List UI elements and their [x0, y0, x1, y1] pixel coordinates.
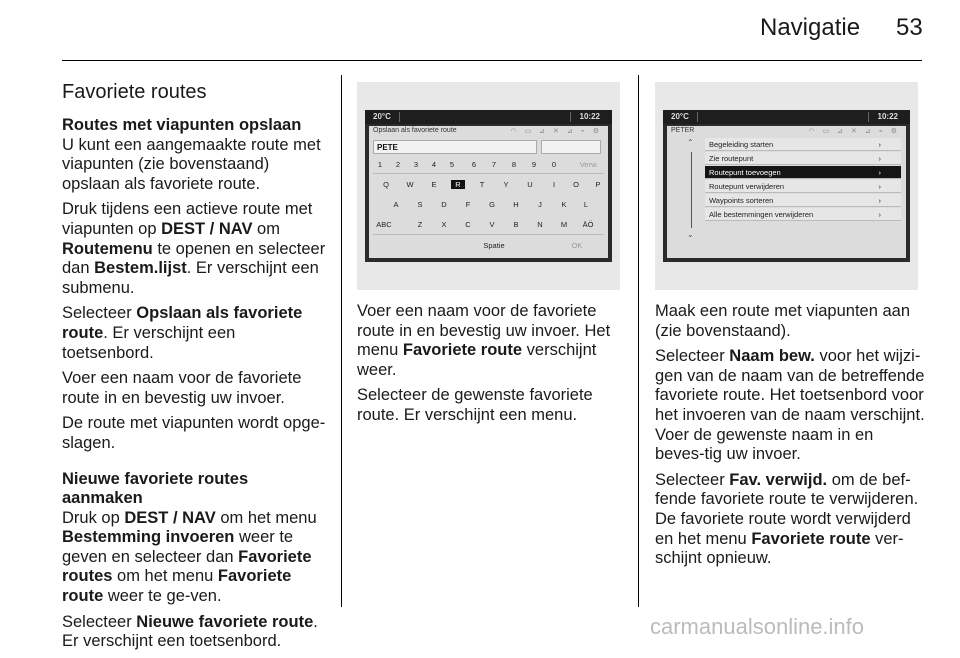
paragraph: Selecteer Naam bew. voor het wijzi-gen van de naam van de betreffende favoriete route. Het toetsenbord voor het invoeren van de naam verschijnt. Voer de gewenste naam in en beves-tig uw invoer. [655, 347, 925, 464]
chevron-right-icon: › [878, 210, 881, 219]
keyboard-screenshot [357, 82, 620, 290]
key[interactable]: M [560, 220, 568, 229]
key[interactable]: E [431, 180, 437, 189]
key[interactable]: 7 [491, 160, 497, 169]
status-separator [399, 112, 400, 122]
paragraph: Maak een route met viapunten aan (zie bovenstaand). [655, 302, 911, 340]
status-icons: ◠ ▭ ⊿ ✕ ⊿ ⌁ ⚙ [510, 128, 602, 135]
scrollbar[interactable] [691, 152, 692, 228]
key-separator [373, 173, 604, 174]
status-bar [663, 110, 910, 124]
key[interactable]: 1 [377, 160, 383, 169]
key[interactable]: V [489, 220, 495, 229]
key[interactable]: 3 [413, 160, 419, 169]
key[interactable]: P [595, 180, 601, 189]
key[interactable]: 9 [531, 160, 537, 169]
keyboard-panel [369, 126, 608, 258]
column-divider-1 [341, 75, 342, 607]
paragraph: Selecteer Opslaan als favoriete route. Er verschijnt een toetsenbord. [62, 304, 303, 362]
menu-item[interactable]: Zie routepunt › [705, 152, 901, 165]
chevron-right-icon: › [878, 140, 881, 149]
menu-item-selected[interactable]: Routepunt toevoegen › [705, 166, 901, 179]
screen-title: Opslaan als favoriete route [373, 127, 457, 134]
temperature: 20°C [373, 112, 391, 121]
key[interactable]: 4 [431, 160, 437, 169]
scroll-down-icon[interactable]: ⌄ [687, 230, 694, 239]
clock: 10:22 [579, 112, 600, 121]
name-input[interactable]: PETE [373, 140, 537, 154]
status-separator [868, 112, 869, 122]
key[interactable]: Y [503, 180, 509, 189]
subheading-save-routes: Routes met viapunten opslaan [62, 116, 302, 134]
key[interactable]: J [538, 200, 542, 209]
menu-item[interactable]: Alle bestemmingen verwijderen › [705, 208, 901, 221]
keyboard-row-z [369, 218, 608, 232]
delete-key[interactable]: Verw. [579, 160, 599, 169]
keyboard-row-a [369, 198, 608, 212]
key[interactable]: 0 [551, 160, 557, 169]
key[interactable]: 8 [511, 160, 517, 169]
subheading-new-routes: Nieuwe favoriete routes aanmaken [62, 469, 249, 508]
key[interactable]: X [441, 220, 447, 229]
suggestion-field [541, 140, 601, 154]
menu-panel [667, 126, 906, 258]
left-column [62, 80, 330, 658]
temperature: 20°C [671, 112, 689, 121]
paragraph: Voer een naam voor de favoriete route in en bevestig uw invoer. Het menu Favoriete route verschijnt weer. [357, 302, 611, 379]
key[interactable]: C [465, 220, 471, 229]
paragraph: Voer een naam voor de favoriete route in en bevestig uw invoer. [62, 369, 302, 407]
key[interactable]: T [479, 180, 485, 189]
key[interactable]: F [465, 200, 471, 209]
ok-button[interactable]: OK [571, 241, 583, 250]
screen [365, 110, 612, 262]
paragraph: Selecteer de gewenste favoriete route. Er verschijnt een menu. [357, 386, 593, 424]
right-column [655, 302, 925, 575]
clock: 10:22 [877, 112, 898, 121]
page-number: 53 [896, 14, 923, 41]
key[interactable]: S [417, 200, 423, 209]
scroll-up-icon[interactable]: ⌃ [687, 138, 694, 147]
status-icons: ◠ ▭ ⊿ ✕ ⊿ ⌁ ⚙ [808, 128, 900, 135]
chevron-right-icon: › [878, 182, 881, 191]
menu-item[interactable]: Begeleiding starten › [705, 138, 901, 151]
column-divider-2 [638, 75, 639, 607]
key-selected[interactable]: R [451, 180, 465, 189]
status-separator [697, 112, 698, 122]
route-menu-screenshot [655, 82, 918, 290]
key[interactable]: H [513, 200, 519, 209]
status-separator [570, 112, 571, 122]
key[interactable]: N [537, 220, 543, 229]
key[interactable]: W [406, 180, 414, 189]
section-title: Favoriete routes [62, 81, 207, 103]
abc-key[interactable]: ABC [376, 220, 392, 229]
screen [663, 110, 910, 262]
key[interactable]: Z [417, 220, 423, 229]
status-bar [365, 110, 612, 124]
menu-item[interactable]: Routepunt verwijderen › [705, 180, 901, 193]
paragraph: Druk tijdens een actieve route met viapunten op DEST / NAV om Routemenu te openen en selecteer dan Bestem.lijst. Er verschijnt een submenu. [62, 200, 326, 297]
menu-item[interactable]: Waypoints sorteren › [705, 194, 901, 207]
key[interactable]: D [441, 200, 447, 209]
key[interactable]: 6 [471, 160, 477, 169]
paragraph: U kunt een aangemaakte route met viapunten (zie bovenstaand) opslaan als favoriete route. [62, 135, 321, 193]
paragraph: De route met viapunten wordt opge-slagen. [62, 414, 326, 452]
paragraph: Selecteer Nieuwe favoriete route. Er verschijnt een toetsenbord. [62, 612, 318, 651]
key[interactable]: U [527, 180, 533, 189]
watermark: carmanualsonline.info [650, 614, 865, 639]
key[interactable]: Q [383, 180, 389, 189]
keyboard-row-q [369, 178, 608, 192]
chevron-right-icon: › [878, 154, 881, 163]
key[interactable]: G [489, 200, 495, 209]
keyboard-row-space [369, 239, 608, 253]
middle-column [357, 302, 629, 432]
chevron-right-icon: › [878, 168, 881, 177]
key[interactable]: 2 [395, 160, 401, 169]
screen-title: PETER [671, 127, 695, 134]
key[interactable]: L [583, 200, 589, 209]
key[interactable]: K [561, 200, 567, 209]
key-separator [373, 234, 604, 235]
page-header-title: Navigatie [760, 14, 861, 41]
chevron-right-icon: › [878, 196, 881, 205]
key[interactable]: B [513, 220, 519, 229]
key[interactable]: A [393, 200, 399, 209]
special-chars-key[interactable]: ÄÖ [582, 220, 594, 229]
key[interactable]: O [573, 180, 579, 189]
paragraph: Druk op DEST / NAV om het menu Bestemming invoeren weer te geven en selecteer dan Favoriete routes om het menu Favoriete route weer te ge-ven. [62, 508, 317, 606]
paragraph: Selecteer Fav. verwijd. om de bef-fende favoriete route te verwijderen. De favoriete route wordt verwijderd en het menu Favoriete route ver-schijnt opnieuw. [655, 470, 919, 568]
key[interactable]: 5 [449, 160, 455, 169]
header-rule [62, 60, 922, 61]
keyboard-row-numbers [369, 158, 608, 172]
key[interactable]: I [552, 180, 556, 189]
space-key[interactable]: Spatie [483, 241, 505, 250]
